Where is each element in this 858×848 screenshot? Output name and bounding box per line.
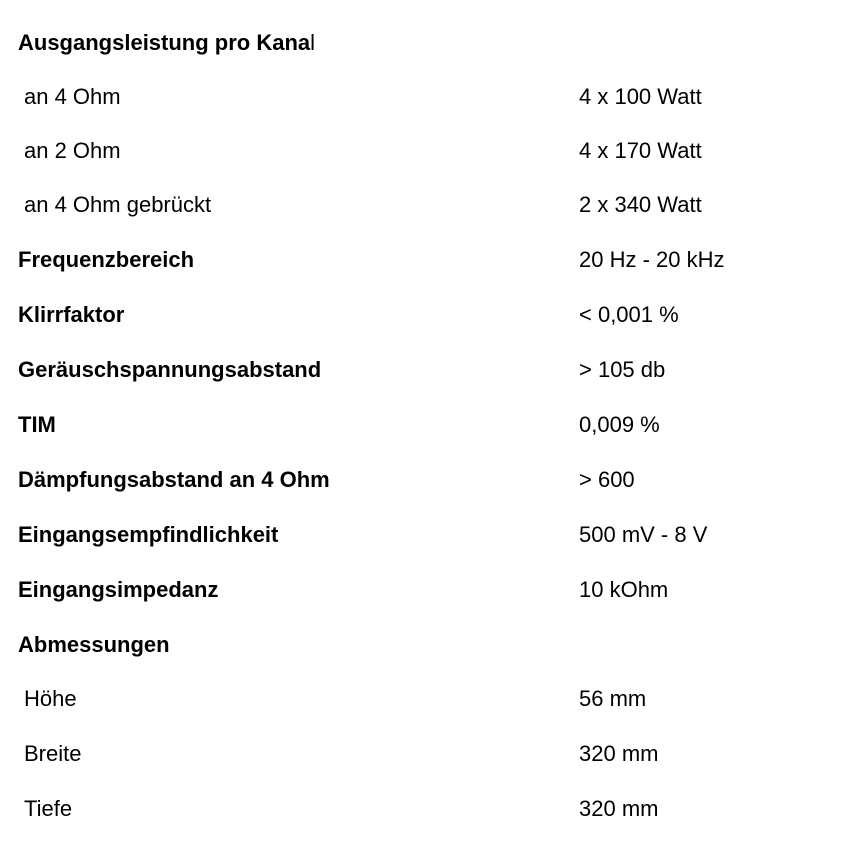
spec-row-input-sensitivity [0, 520, 858, 550]
spec-row-depth [0, 794, 858, 824]
spec-value: 56 mm [579, 686, 647, 711]
spec-value: 10 kOhm [579, 577, 669, 602]
spec-heading-output-power-bold: Ausgangsleistung pro Kana [18, 30, 311, 55]
spec-label: Breite [24, 741, 82, 766]
spec-label: Dämpfungsabstand an 4 Ohm [18, 467, 330, 492]
spec-label: Klirrfaktor [18, 302, 125, 327]
spec-value: 2 x 340 Watt [579, 192, 702, 217]
spec-row-height [0, 684, 858, 714]
spec-label: Eingangsimpedanz [18, 577, 219, 602]
spec-heading-output-power [18, 28, 315, 58]
spec-row-output-heading [0, 28, 858, 58]
spec-value: 20 Hz - 20 kHz [579, 247, 725, 272]
spec-row-signal-to-noise [0, 355, 858, 385]
spec-value: 320 mm [579, 741, 659, 766]
spec-value: > 600 [579, 467, 635, 492]
spec-value: > 105 db [579, 357, 666, 382]
spec-label: an 4 Ohm gebrückt [24, 192, 212, 217]
spec-label: Höhe [24, 686, 77, 711]
spec-value: < 0,001 % [579, 302, 679, 327]
spec-value: 0,009 % [579, 412, 660, 437]
spec-row-output-4ohm [0, 82, 858, 112]
spec-row-damping [0, 465, 858, 495]
spec-label: Frequenzbereich [18, 247, 195, 272]
spec-row-input-impedance [0, 575, 858, 605]
spec-label: Tiefe [24, 796, 73, 821]
spec-label: Geräuschspannungsabstand [18, 357, 322, 382]
spec-row-output-4ohm-bridged [0, 190, 858, 220]
spec-row-frequency-range [0, 245, 858, 275]
spec-heading-output-power-tail: l [310, 30, 316, 55]
spec-row-width [0, 739, 858, 769]
spec-label: an 4 Ohm [24, 84, 121, 109]
spec-row-distortion [0, 300, 858, 330]
spec-label: Eingangsempfindlichkeit [18, 522, 279, 547]
spec-value: 320 mm [579, 796, 659, 821]
spec-value: 4 x 100 Watt [579, 84, 702, 109]
spec-label: an 2 Ohm [24, 138, 121, 163]
spec-row-tim [0, 410, 858, 440]
spec-heading-dimensions: Abmessungen [18, 632, 170, 657]
spec-row-dimensions-heading [0, 630, 858, 660]
spec-value: 4 x 170 Watt [579, 138, 702, 163]
spec-label: TIM [18, 412, 56, 437]
spec-value: 500 mV - 8 V [579, 522, 708, 547]
spec-row-output-2ohm [0, 136, 858, 166]
